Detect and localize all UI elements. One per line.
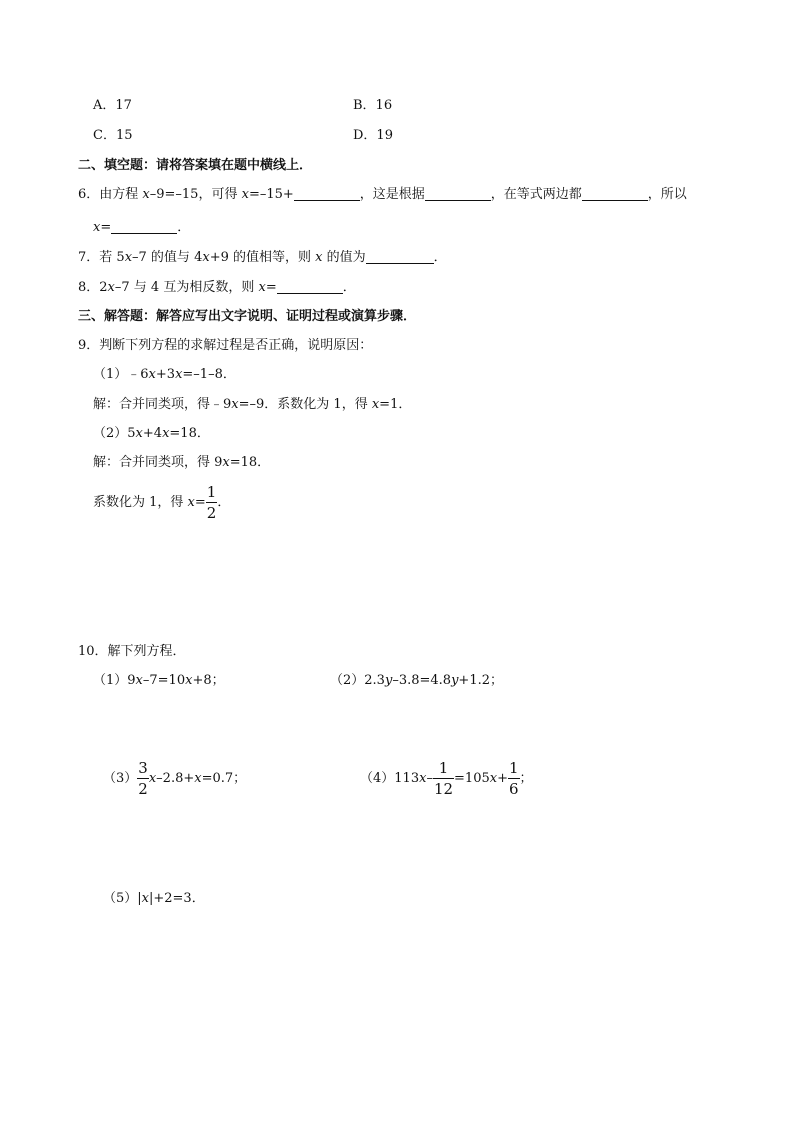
q9-part1: （1）﹣6x+3x=–1–8． <box>93 367 236 382</box>
q6-line2: x= ． <box>93 220 191 235</box>
fraction-one-twelfth: $\frac{1}{12}$ <box>433 759 454 798</box>
q10-intro: 10．解下列方程． <box>78 644 186 659</box>
q10-part2: （2）2.3y–3.8=4.8y+1.2； <box>330 673 503 688</box>
fraction-one-half: $\frac{1}{2}$ <box>206 483 217 522</box>
q6-blank-1[interactable] <box>294 186 360 201</box>
q5-option-c: C．15 <box>93 128 133 143</box>
q9-part2: （2）5x+4x=18． <box>93 426 210 441</box>
q5-option-a: A．17 <box>93 98 132 113</box>
q8: 8．2x–7 与 4 互为相反数，则 x= ． <box>78 280 356 295</box>
q10-part1: （1）9x–7=10x+8； <box>93 673 225 688</box>
q6-blank-3[interactable] <box>582 186 648 201</box>
q5-option-b: B．16 <box>353 98 393 113</box>
q9-solution1: 解：合并同类项，得﹣9x=–9．系数化为 1，得 x=1． <box>93 397 412 412</box>
q7: 7．若 5x–7 的值与 4x+9 的值相等，则 x 的值为 ． <box>78 250 447 265</box>
q8-blank[interactable] <box>277 279 343 294</box>
q5-option-d: D．19 <box>353 128 393 143</box>
q6-blank-2[interactable] <box>425 186 491 201</box>
section3-title: 三、解答题：解答应写出文字说明、证明过程或演算步骤． <box>78 309 417 324</box>
fraction-one-sixth: $\frac{1}{6}$ <box>509 759 519 798</box>
q6-blank-4[interactable] <box>111 219 177 234</box>
q6-line1: 6．由方程 x–9=–15，可得 x=–15+ ，这是根据 ，在等式两边都 ，所以 <box>78 187 687 202</box>
q7-blank[interactable] <box>366 249 434 264</box>
q10-part5: （5）|x|+2=3． <box>103 891 205 906</box>
q9-solution3: 系数化为 1，得 x= $\frac{1}{2}$ ． <box>93 483 231 522</box>
fraction-three-halves: $\frac{3}{2}$ <box>138 759 148 798</box>
q10-part3: （3） $\frac{3}{2}$ x–2.8+x=0.7； <box>103 759 247 798</box>
q9-solution2: 解：合并同类项，得 9x=18． <box>93 455 271 470</box>
q9-intro: 9．判断下列方程的求解过程是否正确，说明原因： <box>78 338 373 353</box>
q10-part4: （4）113x– $\frac{1}{12}$ =105x+ $\frac{1}{6}$ ； <box>360 759 533 798</box>
section2-title: 二、填空题：请将答案填在题中横线上． <box>78 158 313 173</box>
